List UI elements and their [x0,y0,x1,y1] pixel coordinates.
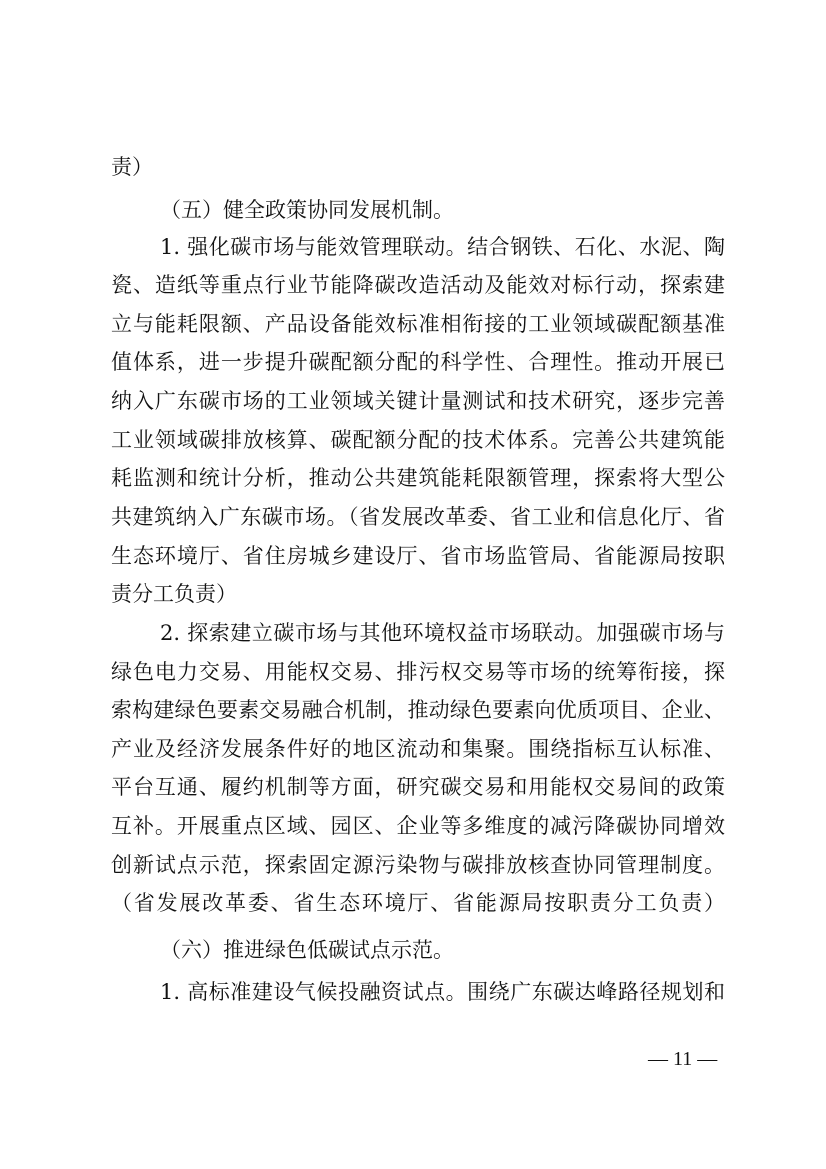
item-heading: 1. 高标准建设气候投融资试点。围绕广东碳达峰路径规划和 [160,980,725,1004]
body-text-line: 责） [111,155,153,179]
body-text-line: 绿色电力交易、用能权交易、排污权交易等市场的统筹衔接，探 [111,660,725,684]
body-text-line: 生态环境厅、省住房城乡建设厅、省市场监管局、省能源局按职 [111,544,725,568]
body-text-line: 瓷、造纸等重点行业节能降碳改造活动及能效对标行动，探索建 [111,273,725,297]
body-text-line: 共建筑纳入广东碳市场。（省发展改革委、省工业和信息化厅、省 [111,505,725,529]
item-heading: 1. 强化碳市场与能效管理联动。结合钢铁、石化、水泥、陶 [160,235,725,259]
section-heading: （六）推进绿色低碳试点示范。 [160,938,454,962]
body-text-line: 索构建绿色要素交易融合机制，推动绿色要素向优质项目、企业、 [111,698,725,722]
body-text-line: 工业领域碳排放核算、碳配额分配的技术体系。完善公共建筑能 [111,428,725,452]
body-text-line: 值体系，进一步提升碳配额分配的科学性、合理性。推动开展已 [111,350,725,374]
body-text-line: 创新试点示范，探索固定源污染物与碳排放核查协同管理制度。 [111,853,725,877]
body-text-line: 互补。开展重点区域、园区、企业等多维度的减污降碳协同增效 [111,814,725,838]
body-text-line: 耗监测和统计分析，推动公共建筑能耗限额管理，探索将大型公 [111,466,725,490]
body-text-line: （省发展改革委、省生态环境厅、省能源局按职责分工负责） [111,891,725,915]
body-text-line: 产业及经济发展条件好的地区流动和集聚。围绕指标互认标准、 [111,737,725,761]
body-text-line: 平台互通、履约机制等方面，研究碳交易和用能权交易间的政策 [111,775,725,799]
item-heading: 2. 探索建立碳市场与其他环境权益市场联动。加强碳市场与 [160,621,725,645]
body-text-line: 纳入广东碳市场的工业领域关键计量测试和技术研究，逐步完善 [111,389,725,413]
section-heading: （五）健全政策协同发展机制。 [160,198,454,222]
body-text-line: 责分工负责） [111,582,237,606]
body-text-line: 立与能耗限额、产品设备能效标准相衔接的工业领域碳配额基准 [111,312,725,336]
page-number: — 11 — [648,1048,718,1070]
